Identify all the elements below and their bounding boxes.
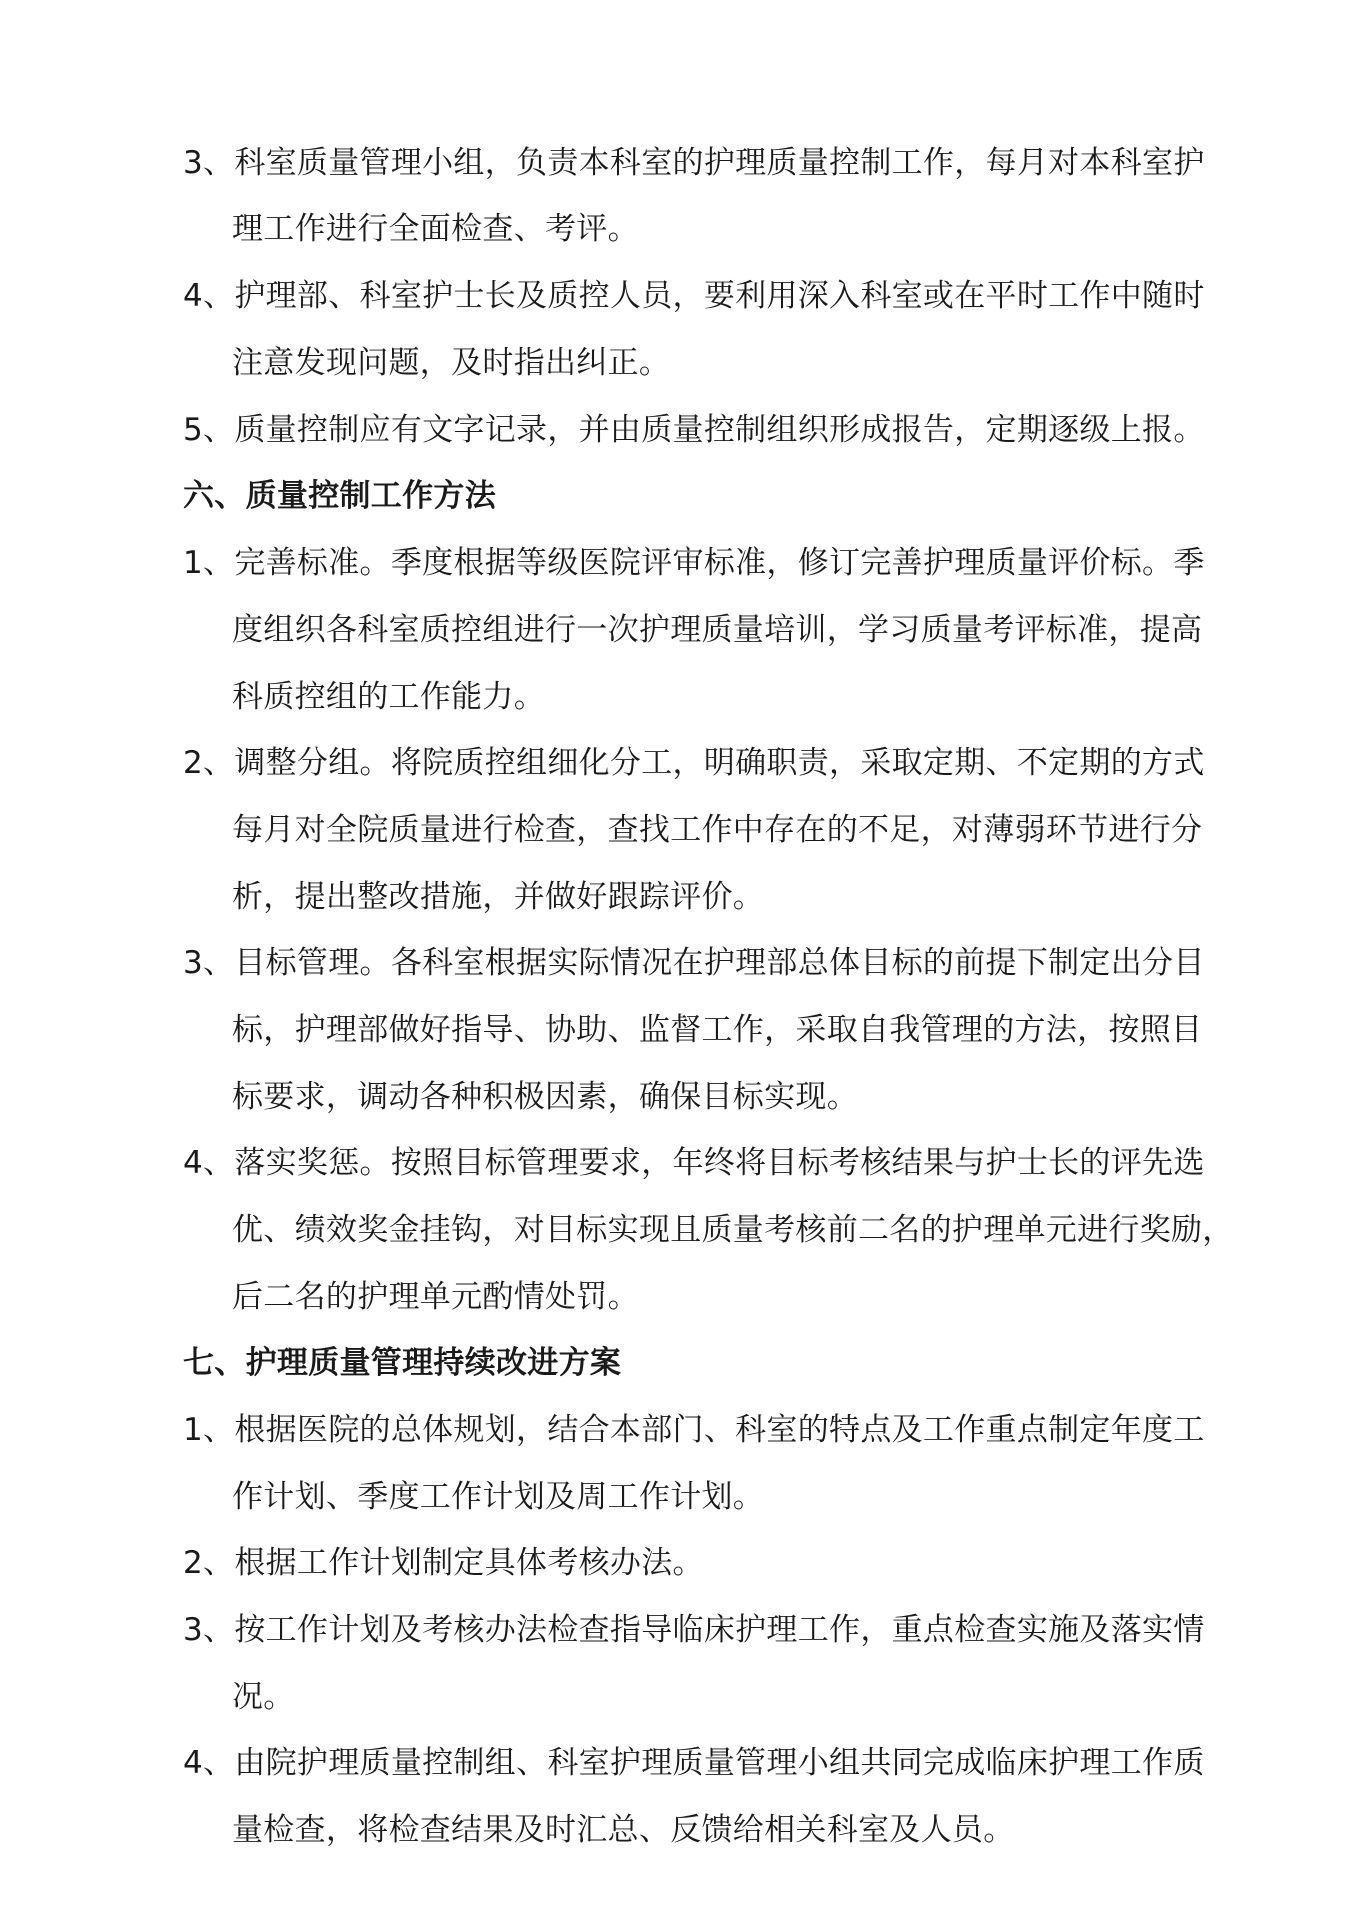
method-1-line-3: 科质控组的工作能力。 (232, 679, 545, 715)
method-2-line-2: 每月对全院质量进行检查，查找工作中存在的不足，对薄弱环节进行分 (232, 812, 1203, 848)
plan-4-line-1: 4、由院护理质量控制组、科室护理质量管理小组共同完成临床护理工作质 (183, 1745, 1205, 1781)
method-2-line-1: 2、调整分组。将院质控组细化分工，明确职责，采取定期、不定期的方式 (183, 745, 1205, 781)
plan-1-line-2: 作计划、季度工作计划及周工作计划。 (232, 1479, 765, 1515)
section-heading-6: 六、质量控制工作方法 (183, 478, 496, 514)
plan-3-line-1: 3、按工作计划及考核办法检查指导临床护理工作，重点检查实施及落实情 (183, 1612, 1205, 1648)
method-4-line-1: 4、落实奖惩。按照目标管理要求，年终将目标考核结果与护士长的评先选 (183, 1145, 1205, 1181)
method-1-line-1: 1、完善标准。季度根据等级医院评审标准，修订完善护理质量评价标。季 (183, 545, 1205, 581)
item-4-line-1: 4、护理部、科室护士长及质控人员，要利用深入科室或在平时工作中随时 (183, 278, 1205, 314)
plan-4-line-2: 量检查，将检查结果及时汇总、反馈给相关科室及人员。 (232, 1812, 1015, 1848)
plan-2-line-1: 2、根据工作计划制定具体考核办法。 (183, 1545, 704, 1581)
item-5-line-1: 5、质量控制应有文字记录，并由质量控制组织形成报告，定期逐级上报。 (183, 412, 1205, 448)
method-1-line-2: 度组织各科室质控组进行一次护理质量培训，学习质量考评标准，提高 (232, 612, 1203, 648)
plan-3-line-2: 况。 (232, 1679, 295, 1715)
item-4-line-2: 注意发现问题，及时指出纠正。 (232, 345, 671, 381)
method-3-line-3: 标要求，调动各种积极因素，确保目标实现。 (232, 1079, 858, 1115)
method-3-line-1: 3、目标管理。各科室根据实际情况在护理部总体目标的前提下制定出分目 (183, 945, 1205, 981)
method-3-line-2: 标，护理部做好指导、协助、监督工作，采取自我管理的方法，按照目 (232, 1012, 1203, 1048)
section-heading-7: 七、护理质量管理持续改进方案 (183, 1345, 622, 1381)
item-3-line-2: 理工作进行全面检查、考评。 (232, 211, 639, 247)
method-4-line-2: 优、绩效奖金挂钩，对目标实现且质量考核前二名的护理单元进行奖励， (232, 1212, 1234, 1248)
method-4-line-3: 后二名的护理单元酌情处罚。 (232, 1279, 639, 1315)
plan-1-line-1: 1、根据医院的总体规划，结合本部门、科室的特点及工作重点制定年度工 (183, 1412, 1205, 1448)
method-2-line-3: 析，提出整改措施，并做好跟踪评价。 (232, 879, 765, 915)
item-3-line-1: 3、科室质量管理小组，负责本科室的护理质量控制工作，每月对本科室护 (183, 145, 1205, 181)
